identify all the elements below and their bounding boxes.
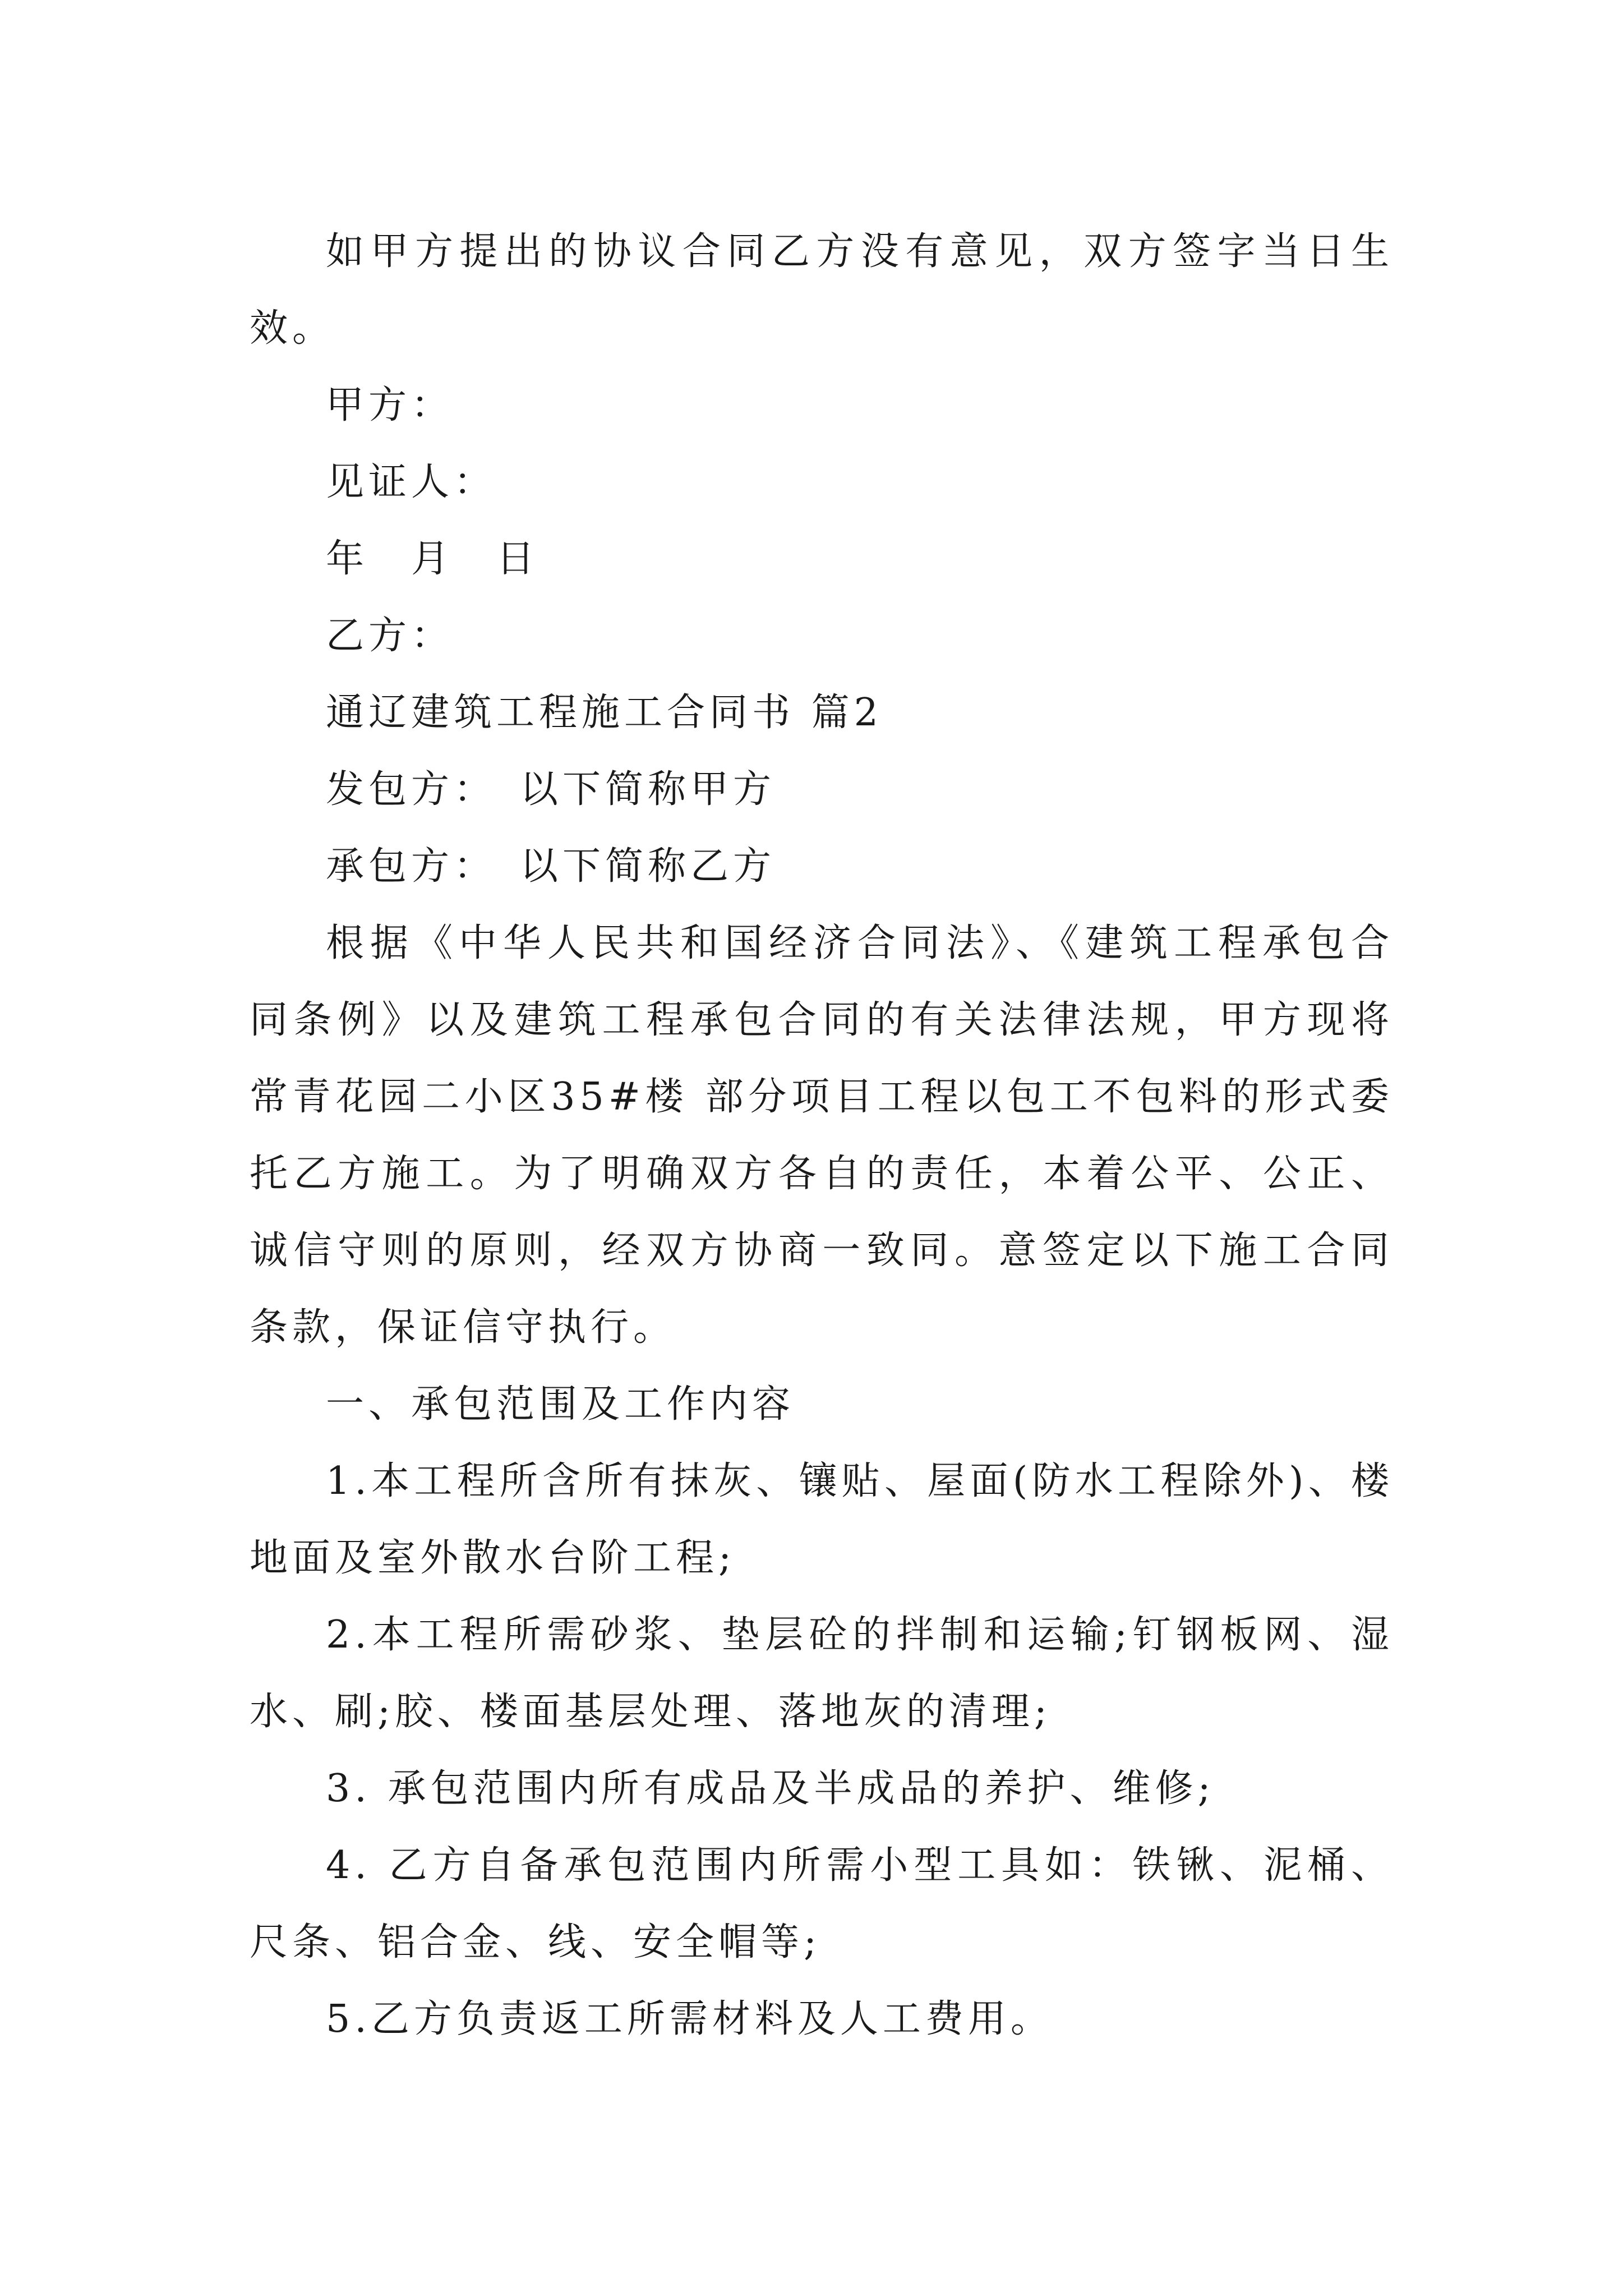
- paragraph-legal-basis: 根据《中华人民共和国经济合同法》、《建筑工程承包合同条例》以及建筑工程承包合同的有关法律法规，甲方现将常青花园二小区35#楼 部分项目工程以包工不包料的形式委托乙方施工。为了明确双方各自的责任，本着公平、公正、诚信守则的原则，经双方协商一致同。意签定以下施工合同条款，保证信守执行。: [250, 921, 1394, 1350]
- document-body: [250, 213, 1394, 2058]
- scope-item-1: 1.本工程所含所有抹灰、镶贴、屋面(防水工程除外)、楼地面及室外散水台阶工程;: [250, 1459, 1394, 1580]
- paragraph-effective-clause: 如甲方提出的协议合同乙方没有意见，双方签字当日生效。: [250, 229, 1394, 351]
- scope-item-3: 3. 承包范围内所有成品及半成品的养护、维修;: [326, 1766, 1215, 1811]
- party-a-signature-line: 甲方：: [326, 383, 454, 427]
- contractor-line: 承包方： 以下简称乙方: [326, 844, 776, 889]
- heading-scope: 一、承包范围及工作内容: [326, 1382, 795, 1427]
- scope-item-2: 2.本工程所需砂浆、垫层砼的拌制和运输;钉钢板网、湿水、刷;胶、楼面基层处理、落地灰的清理;: [250, 1613, 1394, 1734]
- witness-signature-line: 见证人：: [326, 460, 497, 504]
- party-b-signature-line: 乙方：: [326, 614, 454, 658]
- section-title: 通辽建筑工程施工合同书 篇2: [326, 691, 883, 735]
- scope-item-4: 4. 乙方自备承包范围内所需小型工具如：铁锹、泥桶、尺条、铝合金、线、安全帽等;: [250, 1843, 1394, 1964]
- date-line: 年 月 日: [326, 537, 540, 581]
- scope-item-5: 5.乙方负责返工所需材料及人工费用。: [326, 1997, 1053, 2041]
- employer-line: 发包方： 以下简称甲方: [326, 767, 776, 812]
